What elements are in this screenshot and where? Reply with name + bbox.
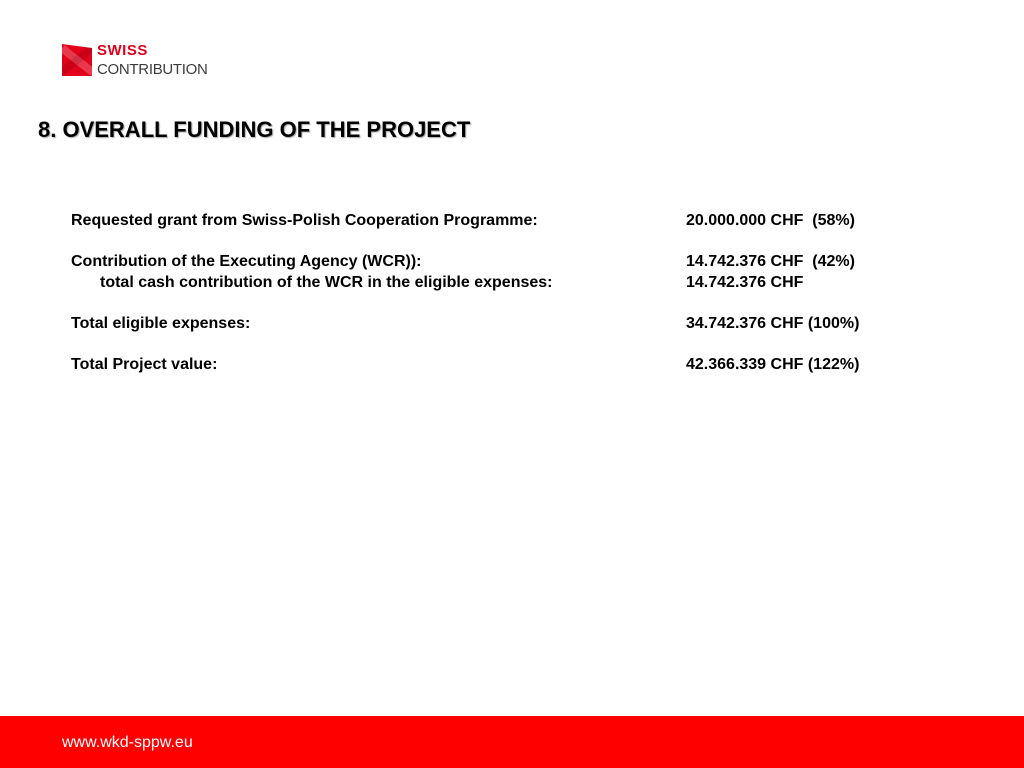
- swiss-cross-flag-icon: [62, 44, 92, 76]
- swiss-contribution-logo: [62, 44, 232, 80]
- funding-table: [71, 211, 951, 375]
- cash-contribution-label: total cash contribution of the WCR in the eligible expenses:: [100, 273, 553, 291]
- funding-row-total-eligible: [71, 314, 951, 335]
- total-eligible-value: 34.742.376 CHF (100%): [686, 314, 860, 332]
- total-eligible-label: Total eligible expenses:: [71, 314, 251, 332]
- website-link[interactable]: www.wkd-sppw.eu: [62, 734, 193, 751]
- total-project-label: Total Project value:: [71, 355, 218, 373]
- logo-text-swiss: SWISS: [97, 42, 148, 59]
- cash-contribution-value: 14.742.376 CHF: [686, 273, 804, 291]
- funding-row-requested-grant: [71, 211, 951, 232]
- footer-bar: [0, 716, 1024, 768]
- funding-row-executing-agency: [71, 252, 951, 273]
- executing-agency-label: Contribution of the Executing Agency (WCR)):: [71, 253, 422, 270]
- requested-grant-value: 20.000.000 CHF (58%): [686, 212, 855, 229]
- funding-row-cash-contribution: [71, 273, 951, 294]
- requested-grant-label: Requested grant from Swiss-Polish Cooperation Programme:: [71, 212, 538, 229]
- total-project-value: 42.366.339 CHF (122%): [686, 355, 860, 373]
- logo-text-contribution: CONTRIBUTION: [97, 61, 208, 78]
- page-title: 8. OVERALL FUNDING OF THE PROJECT: [38, 117, 471, 142]
- executing-agency-value: 14.742.376 CHF (42%): [686, 253, 855, 270]
- funding-row-total-project: [71, 355, 951, 376]
